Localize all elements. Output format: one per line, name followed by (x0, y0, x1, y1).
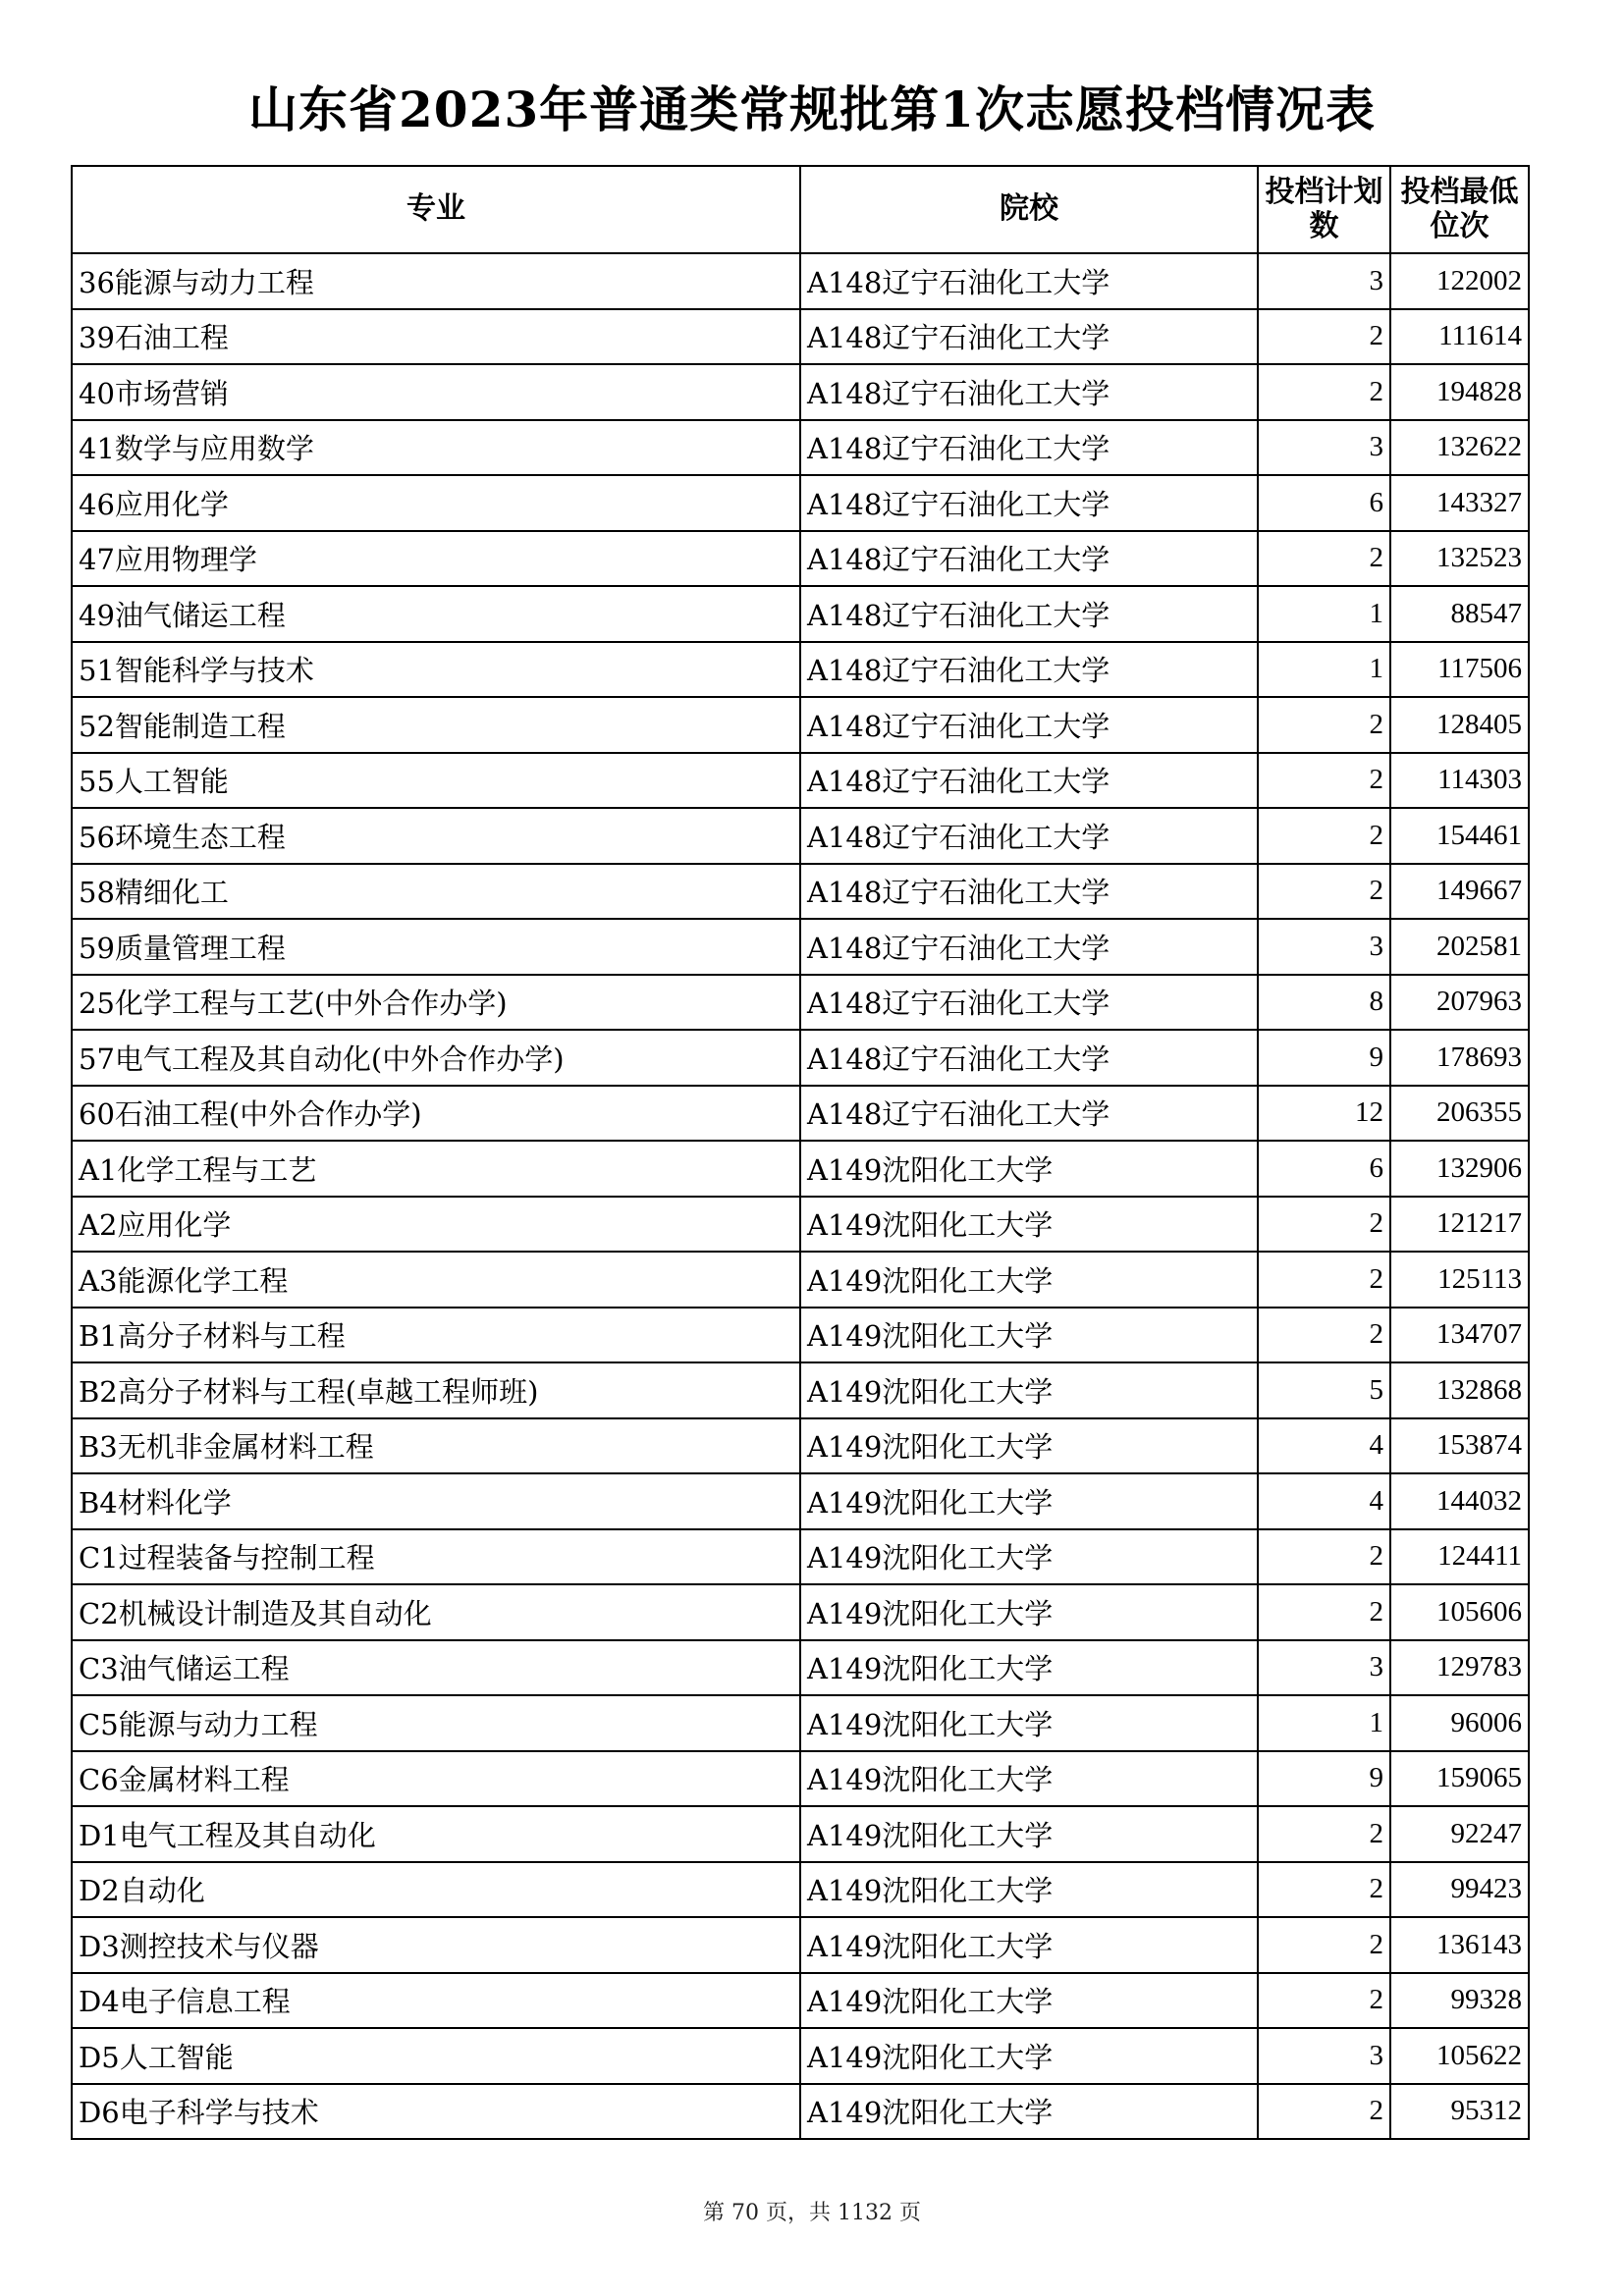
cell-rank: 114303 (1390, 753, 1529, 809)
cell-school: A148辽宁石油化工大学 (800, 919, 1258, 975)
cell-rank: 134707 (1390, 1308, 1529, 1363)
cell-school: A148辽宁石油化工大学 (800, 1030, 1258, 1086)
cell-plan: 2 (1258, 1584, 1390, 1640)
cell-major: 55人工智能 (72, 753, 800, 809)
cell-major: B1高分子材料与工程 (72, 1308, 800, 1363)
cell-major: 60石油工程(中外合作办学) (72, 1086, 800, 1142)
cell-school: A148辽宁石油化工大学 (800, 808, 1258, 864)
table-row (72, 309, 1529, 365)
cell-plan: 2 (1258, 2084, 1390, 2140)
table-row (72, 1418, 1529, 1474)
table-row (72, 1252, 1529, 1308)
cell-rank: 105606 (1390, 1584, 1529, 1640)
cell-major: C2机械设计制造及其自动化 (72, 1584, 800, 1640)
cell-plan: 4 (1258, 1418, 1390, 1474)
cell-plan: 6 (1258, 475, 1390, 531)
cell-school: A149沈阳化工大学 (800, 1141, 1258, 1197)
cell-major: D1电气工程及其自动化 (72, 1806, 800, 1862)
cell-major: A3能源化学工程 (72, 1252, 800, 1308)
cell-major: B2高分子材料与工程(卓越工程师班) (72, 1362, 800, 1418)
cell-major: 25化学工程与工艺(中外合作办学) (72, 975, 800, 1031)
cell-rank: 136143 (1390, 1917, 1529, 1973)
cell-major: 58精细化工 (72, 864, 800, 920)
cell-school: A149沈阳化工大学 (800, 1473, 1258, 1529)
cell-school: A149沈阳化工大学 (800, 1917, 1258, 1973)
cell-school: A148辽宁石油化工大学 (800, 475, 1258, 531)
table-row (72, 1806, 1529, 1862)
cell-rank: 124411 (1390, 1529, 1529, 1585)
cell-plan: 2 (1258, 697, 1390, 753)
cell-plan: 9 (1258, 1751, 1390, 1807)
table-row (72, 642, 1529, 698)
cell-rank: 129783 (1390, 1640, 1529, 1696)
cell-plan: 2 (1258, 753, 1390, 809)
cell-school: A148辽宁石油化工大学 (800, 864, 1258, 920)
cell-plan: 2 (1258, 531, 1390, 587)
cell-plan: 12 (1258, 1086, 1390, 1142)
cell-school: A148辽宁石油化工大学 (800, 253, 1258, 309)
cell-major: 41数学与应用数学 (72, 420, 800, 476)
cell-plan: 2 (1258, 808, 1390, 864)
cell-major: A2应用化学 (72, 1197, 800, 1253)
cell-school: A148辽宁石油化工大学 (800, 1086, 1258, 1142)
cell-school: A148辽宁石油化工大学 (800, 975, 1258, 1031)
table-row (72, 1141, 1529, 1197)
cell-rank: 153874 (1390, 1418, 1529, 1474)
table-row (72, 919, 1529, 975)
table-row (72, 364, 1529, 420)
table-body (72, 253, 1529, 2139)
table-header-row (72, 166, 1529, 253)
cell-school: A149沈阳化工大学 (800, 1584, 1258, 1640)
cell-school: A149沈阳化工大学 (800, 1308, 1258, 1363)
cell-major: C1过程装备与控制工程 (72, 1529, 800, 1585)
cell-school: A148辽宁石油化工大学 (800, 309, 1258, 365)
table-row (72, 420, 1529, 476)
cell-plan: 2 (1258, 364, 1390, 420)
cell-major: 36能源与动力工程 (72, 253, 800, 309)
table-row (72, 753, 1529, 809)
cell-rank: 99423 (1390, 1862, 1529, 1918)
cell-rank: 96006 (1390, 1695, 1529, 1751)
table-row (72, 1197, 1529, 1253)
cell-school: A149沈阳化工大学 (800, 1197, 1258, 1253)
cell-plan: 2 (1258, 1917, 1390, 1973)
cell-rank: 122002 (1390, 253, 1529, 309)
cell-school: A149沈阳化工大学 (800, 1529, 1258, 1585)
cell-plan: 3 (1258, 420, 1390, 476)
cell-rank: 95312 (1390, 2084, 1529, 2140)
table-row (72, 1030, 1529, 1086)
cell-rank: 121217 (1390, 1197, 1529, 1253)
table-row (72, 1362, 1529, 1418)
cell-school: A148辽宁石油化工大学 (800, 420, 1258, 476)
table-row (72, 1751, 1529, 1807)
cell-school: A148辽宁石油化工大学 (800, 753, 1258, 809)
cell-major: D3测控技术与仪器 (72, 1917, 800, 1973)
cell-plan: 2 (1258, 1529, 1390, 1585)
table-row (72, 2028, 1529, 2084)
table-row (72, 531, 1529, 587)
cell-rank: 125113 (1390, 1252, 1529, 1308)
cell-school: A149沈阳化工大学 (800, 1695, 1258, 1751)
table-row (72, 1695, 1529, 1751)
cell-rank: 202581 (1390, 919, 1529, 975)
cell-rank: 132523 (1390, 531, 1529, 587)
cell-school: A148辽宁石油化工大学 (800, 697, 1258, 753)
cell-plan: 3 (1258, 919, 1390, 975)
table-row (72, 586, 1529, 642)
cell-rank: 154461 (1390, 808, 1529, 864)
cell-plan: 2 (1258, 309, 1390, 365)
cell-school: A149沈阳化工大学 (800, 1252, 1258, 1308)
header-rank: 投档最低位次 (1390, 166, 1529, 253)
table-row (72, 475, 1529, 531)
table-row (72, 1086, 1529, 1142)
cell-major: 49油气储运工程 (72, 586, 800, 642)
cell-major: C5能源与动力工程 (72, 1695, 800, 1751)
cell-plan: 3 (1258, 2028, 1390, 2084)
cell-plan: 2 (1258, 1973, 1390, 2029)
admission-table (71, 165, 1530, 2140)
table-row (72, 1640, 1529, 1696)
cell-rank: 143327 (1390, 475, 1529, 531)
page-title: 山东省2023年普通类常规批第1次志愿投档情况表 (248, 80, 1376, 138)
table-row (72, 864, 1529, 920)
table-row (72, 1917, 1529, 1973)
cell-rank: 132622 (1390, 420, 1529, 476)
cell-plan: 2 (1258, 1862, 1390, 1918)
cell-major: 40市场营销 (72, 364, 800, 420)
cell-rank: 92247 (1390, 1806, 1529, 1862)
table-row (72, 253, 1529, 309)
cell-school: A149沈阳化工大学 (800, 2084, 1258, 2140)
cell-rank: 132906 (1390, 1141, 1529, 1197)
cell-plan: 2 (1258, 1197, 1390, 1253)
header-school: 院校 (800, 166, 1258, 253)
cell-rank: 111614 (1390, 309, 1529, 365)
cell-school: A149沈阳化工大学 (800, 1362, 1258, 1418)
cell-rank: 132868 (1390, 1362, 1529, 1418)
table-row (72, 1308, 1529, 1363)
cell-school: A148辽宁石油化工大学 (800, 364, 1258, 420)
table-row (72, 1973, 1529, 2029)
table-row (72, 1529, 1529, 1585)
cell-plan: 2 (1258, 864, 1390, 920)
header-major: 专业 (72, 166, 800, 253)
cell-major: B3无机非金属材料工程 (72, 1418, 800, 1474)
cell-plan: 2 (1258, 1308, 1390, 1363)
cell-plan: 5 (1258, 1362, 1390, 1418)
cell-school: A148辽宁石油化工大学 (800, 642, 1258, 698)
cell-rank: 105622 (1390, 2028, 1529, 2084)
cell-plan: 3 (1258, 1640, 1390, 1696)
cell-school: A149沈阳化工大学 (800, 1640, 1258, 1696)
table-row (72, 1473, 1529, 1529)
cell-rank: 178693 (1390, 1030, 1529, 1086)
cell-plan: 3 (1258, 253, 1390, 309)
cell-school: A149沈阳化工大学 (800, 1806, 1258, 1862)
table-row (72, 975, 1529, 1031)
cell-plan: 1 (1258, 586, 1390, 642)
header-plan: 投档计划数 (1258, 166, 1390, 253)
cell-rank: 207963 (1390, 975, 1529, 1031)
cell-school: A148辽宁石油化工大学 (800, 531, 1258, 587)
cell-major: 52智能制造工程 (72, 697, 800, 753)
cell-plan: 8 (1258, 975, 1390, 1031)
cell-school: A149沈阳化工大学 (800, 1418, 1258, 1474)
table-row (72, 2084, 1529, 2140)
cell-rank: 149667 (1390, 864, 1529, 920)
cell-major: B4材料化学 (72, 1473, 800, 1529)
cell-school: A149沈阳化工大学 (800, 2028, 1258, 2084)
table-row (72, 1584, 1529, 1640)
cell-plan: 9 (1258, 1030, 1390, 1086)
cell-major: C6金属材料工程 (72, 1751, 800, 1807)
cell-rank: 206355 (1390, 1086, 1529, 1142)
table-row (72, 1862, 1529, 1918)
cell-school: A149沈阳化工大学 (800, 1862, 1258, 1918)
cell-major: C3油气储运工程 (72, 1640, 800, 1696)
cell-plan: 2 (1258, 1806, 1390, 1862)
cell-major: 56环境生态工程 (72, 808, 800, 864)
cell-rank: 128405 (1390, 697, 1529, 753)
cell-plan: 1 (1258, 1695, 1390, 1751)
cell-major: 51智能科学与技术 (72, 642, 800, 698)
cell-rank: 99328 (1390, 1973, 1529, 2029)
cell-major: 57电气工程及其自动化(中外合作办学) (72, 1030, 800, 1086)
table-row (72, 697, 1529, 753)
cell-rank: 144032 (1390, 1473, 1529, 1529)
cell-school: A148辽宁石油化工大学 (800, 586, 1258, 642)
cell-major: D4电子信息工程 (72, 1973, 800, 2029)
cell-major: 39石油工程 (72, 309, 800, 365)
cell-major: 59质量管理工程 (72, 919, 800, 975)
cell-plan: 6 (1258, 1141, 1390, 1197)
cell-major: 46应用化学 (72, 475, 800, 531)
page-footer: 第 70 页，共 1132 页 (703, 2201, 921, 2225)
cell-rank: 88547 (1390, 586, 1529, 642)
cell-school: A149沈阳化工大学 (800, 1973, 1258, 2029)
cell-rank: 194828 (1390, 364, 1529, 420)
cell-plan: 1 (1258, 642, 1390, 698)
cell-major: A1化学工程与工艺 (72, 1141, 800, 1197)
table-row (72, 808, 1529, 864)
cell-rank: 159065 (1390, 1751, 1529, 1807)
cell-major: D5人工智能 (72, 2028, 800, 2084)
cell-plan: 4 (1258, 1473, 1390, 1529)
cell-school: A149沈阳化工大学 (800, 1751, 1258, 1807)
cell-major: D2自动化 (72, 1862, 800, 1918)
cell-major: 47应用物理学 (72, 531, 800, 587)
cell-rank: 117506 (1390, 642, 1529, 698)
cell-plan: 2 (1258, 1252, 1390, 1308)
cell-major: D6电子科学与技术 (72, 2084, 800, 2140)
